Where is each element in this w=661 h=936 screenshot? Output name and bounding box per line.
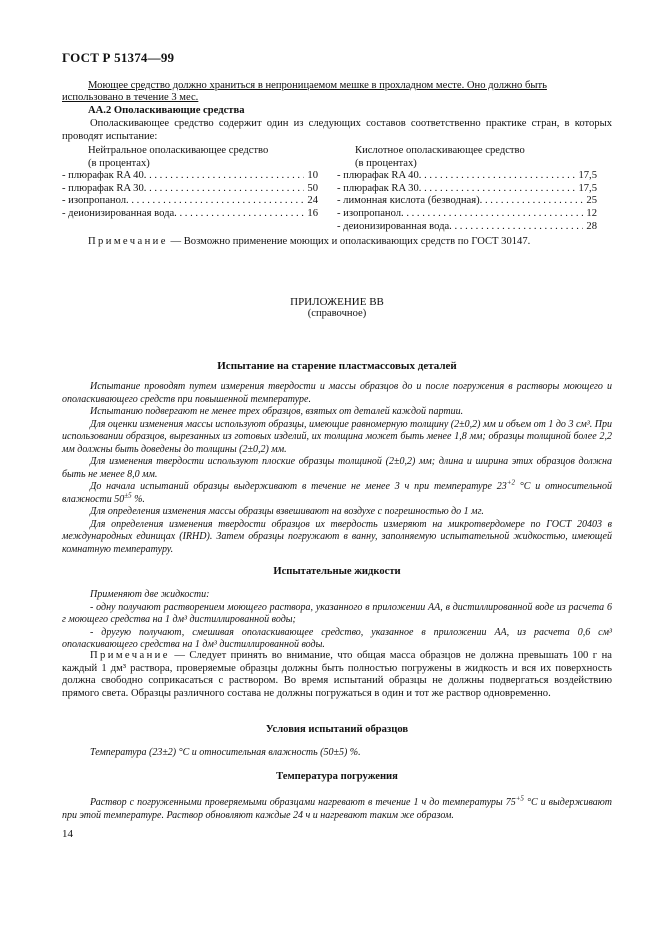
section-aa2: АА.2 Ополаскивающие средства	[88, 105, 245, 116]
acid-row-leader	[480, 195, 584, 208]
acid-row	[337, 208, 597, 221]
acid-row-leader	[419, 170, 576, 183]
neutral-list	[62, 170, 318, 220]
aging-p7: Для определения изменения твердости образцов их твердость измеряют на микротвердомере по ГОСТ 20403 в международных единицах (IRHD). Затем образцы погружают в ванну, заполняемую испытательной жидкостью, имеющей комнатную температуру.	[62, 518, 612, 555]
neutral-row-label: - изопропанол	[62, 195, 127, 207]
appendix-subtitle: (справочное)	[307, 308, 367, 319]
acid-row-label: - плюрафак RA 30	[337, 182, 419, 194]
aging-p2: Испытанию подвергают не менее трех образцов, взятых от деталей каждой партии.	[90, 406, 464, 417]
neutral-row-value: 24	[307, 195, 318, 207]
neutral-row-label: - деионизированная вода	[62, 207, 175, 219]
note-1-label: Примечание	[88, 236, 168, 247]
acid-row	[337, 195, 597, 208]
liquids-note	[62, 650, 612, 700]
acid-subtitle: (в процентах)	[355, 157, 417, 169]
aging-p5	[62, 478, 612, 506]
storage-text-2: использовано в течение 3 мес.	[62, 92, 199, 103]
neutral-row-leader	[144, 183, 305, 196]
neutral-row-label: - плюрафак RA 40	[62, 170, 144, 182]
acid-row	[337, 221, 597, 234]
acid-row-value: 12	[586, 207, 597, 219]
appendix-title: ПРИЛОЖЕНИЕ ВВ	[290, 296, 384, 308]
liquids-section	[62, 589, 612, 652]
neutral-row-value: 50	[307, 182, 318, 194]
neutral-subtitle: (в процентах)	[88, 157, 150, 169]
liquids-note-text: — Следует принять во внимание, что общая масса образцов не должна превышать 100 г на каждый 1 дм³ раствора, проверяемые образцы должны быть полностью погружены в жидкость и вся их поверхность должна свободно соприкасаться с раствором. Во время испытаний образцы не должны подвергаться воздействию прямого света. Образцы различного состава не должны погружаться в один и тот же раствор одновременно.	[62, 650, 612, 699]
document-header: ГОСТ Р 51374—99	[62, 50, 175, 65]
neutral-row-leader	[126, 195, 304, 208]
aging-p1: Испытание проводят путем измерения твердости и массы образцов до и после погружения в растворы моющего и ополаскивающего средств при повышенной температуре.	[62, 381, 612, 405]
acid-title: Кислотное ополаскивающее средство	[355, 145, 525, 156]
acid-row	[337, 170, 597, 183]
liquids-p1: Применяют две жидкости:	[90, 589, 210, 600]
neutral-title: Нейтральное ополаскивающее средство	[88, 145, 269, 156]
immersion-text-a: Раствор с погруженными проверяемыми образцами нагревают в течение 1 ч до температуры 75	[90, 797, 516, 808]
aging-section	[62, 381, 612, 556]
aging-p5-c: %.	[131, 493, 145, 505]
appendix-heading: Испытание на старение пластмассовых деталей	[217, 360, 457, 372]
aging-p3: Для оценки изменения массы используют образцы, имеющие равномерную толщину (2±0,2) мм и объем от 1 до 3 см³. При использовании образцов, вырезанных из готовых изделий, их толщина может быть менее 1,8 мм; образцы толщиной более 2,2 мм должны быть доведены до толщины (2±0,2) мм.	[62, 418, 612, 455]
immersion-heading: Температура погружения	[276, 771, 398, 782]
liquids-note-label: Примечание	[90, 650, 170, 661]
aging-p5-sup2: ±5	[124, 491, 132, 500]
neutral-row-leader	[174, 208, 304, 221]
acid-row-value: 17,5	[578, 182, 597, 194]
acid-row-value: 25	[586, 195, 597, 207]
aging-p5-a: До начала испытаний образцы выдерживают в течение не менее 3 ч при температуре 23	[90, 481, 507, 492]
storage-line-2	[62, 92, 612, 105]
neutral-row	[62, 208, 318, 221]
immersion-sup: +5	[515, 794, 524, 803]
storage-text-1: Моющее средство должно храниться в непроницаемом мешке в прохладном месте. Оно должно быть	[88, 80, 547, 91]
acid-row-leader	[401, 208, 583, 221]
neutral-row	[62, 183, 318, 196]
acid-row	[337, 183, 597, 196]
acid-row-value: 17,5	[578, 170, 597, 182]
liquids-heading: Испытательные жидкости	[273, 566, 401, 577]
acid-rinse-column	[337, 145, 597, 233]
acid-list	[337, 170, 597, 233]
aging-p6: Для определения изменения массы образцы взвешивают на воздухе с погрешностью до 1 мг.	[90, 506, 484, 517]
aging-p4: Для изменения твердости используют плоские образцы толщиной (2±0,2) мм; длина и ширина этих образцов должна быть не менее 8,0 мм.	[62, 456, 612, 480]
acid-row-value: 28	[586, 220, 597, 232]
acid-row-leader	[449, 221, 583, 234]
acid-row-label: - плюрафак RA 40	[337, 170, 419, 182]
storage-line	[88, 80, 612, 93]
acid-row-label: - деионизированная вода	[337, 220, 450, 232]
aging-p5-sup1: +2	[506, 478, 515, 487]
conditions-heading: Условия испытаний образцов	[265, 724, 409, 735]
neutral-rinse-column	[62, 145, 318, 221]
neutral-row-leader	[144, 170, 305, 183]
aging-p5-b: °С и относительной влажности 50	[62, 481, 612, 505]
acid-row-label: - лимонная кислота (безводная)	[337, 195, 480, 207]
liquids-p2: - одну получают растворением моющего раствора, указанного в приложении АА, в дистиллированной воде из расчета 6 г моющего средства на 1 дм³ дистиллированной воды;	[62, 601, 612, 625]
conditions-text: Температура (23±2) °С и относительная влажность (50±5) %.	[90, 747, 361, 758]
immersion-text	[62, 794, 612, 822]
neutral-row	[62, 170, 318, 183]
acid-row-leader	[419, 183, 576, 196]
neutral-row-label: - плюрафак RA 30	[62, 182, 144, 194]
neutral-row-value: 10	[307, 170, 318, 182]
note-1	[88, 236, 612, 249]
acid-row-label: - изопропанол	[337, 207, 402, 219]
neutral-row	[62, 195, 318, 208]
page-number: 14	[62, 828, 73, 840]
note-1-text: — Возможно применение моющих и ополаскивающих средств по ГОСТ 30147.	[167, 236, 531, 247]
immersion-text-b: °С и выдерживают при этой температуре. Раствор обновляют каждые 24 ч и нагревают таким же образом.	[62, 797, 612, 821]
rinse-intro: Ополаскивающее средство содержит один из следующих составов соответственно практике стран, в которых проводят испытание:	[62, 118, 612, 142]
liquids-p3: - другую получают, смешивая ополаскивающее средство, указанное в приложении АА, из расчета 0,6 см³ ополаскивающего средства на 1 дм³ дистиллированной воды.	[62, 626, 612, 650]
neutral-row-value: 16	[307, 207, 318, 219]
